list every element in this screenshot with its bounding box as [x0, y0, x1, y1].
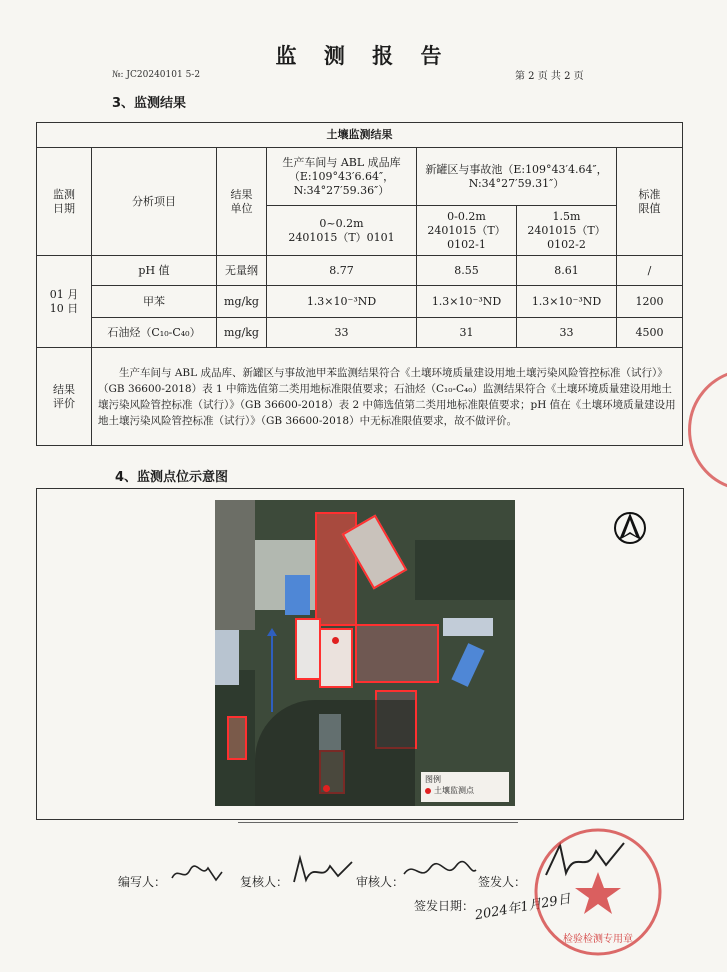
north-arrow-icon: [612, 510, 648, 546]
table-row: [37, 256, 683, 286]
issuer-label: 签发人：: [478, 875, 527, 889]
table-row: [37, 318, 683, 348]
table-row: [37, 286, 683, 318]
issue-date-value: 2024年1月29日: [473, 891, 572, 924]
row-value-3: 8.61: [517, 256, 617, 286]
row-item: pH 值: [92, 256, 217, 286]
report-title: 监 测 报 告: [275, 44, 452, 68]
row-limit: 1200: [617, 286, 683, 318]
edge-seal-icon: [680, 370, 727, 490]
row-value-1: 33: [267, 318, 417, 348]
row-item: 甲苯: [92, 286, 217, 318]
header-limit: 标准 限值: [617, 148, 683, 256]
header-sample-2: 0-0.2m 2401015（T） 0102-1: [417, 206, 517, 256]
row-limit: /: [617, 256, 683, 286]
auditor-label: 审核人：: [356, 875, 405, 889]
row-value-2: 31: [417, 318, 517, 348]
report-number: №: JC20240101 5-2: [112, 70, 201, 80]
section-4-title: 4、监测点位示意图: [115, 470, 229, 485]
row-value-1: 1.3×10⁻³ND: [267, 286, 417, 318]
monitoring-point-marker: [323, 785, 330, 792]
header-sample-3: 1.5m 2401015（T） 0102-2: [517, 206, 617, 256]
row-unit: 无量纲: [217, 256, 267, 286]
reviewer-label: 复核人：: [240, 875, 289, 889]
eval-text: 生产车间与 ABL 成品库、新罐区与事故池甲苯监测结果符合《土壤环境质量建设用地土壤污染风险管控标准（试行）》（GB 36600-2018）表 1 中筛选值第二类用地标准限值要求；石油烃（C₁₀-C₄₀）监测结果符合《土壤环境质量建设用地土壤污染风险管控标准（试行）》（GB 36600-2018）表 2 中筛选值第二类用地标准限值要求；pH 值在《土壤环境质量建设用地土壤污染风险管控标准（试行）》（GB 36600-2018）中无标准限值要求，故不做评价。: [92, 348, 683, 446]
row-unit: mg/kg: [217, 286, 267, 318]
seal-text: 检验检测专用章: [563, 934, 633, 945]
row-value-2: 8.55: [417, 256, 517, 286]
header-item: 分析项目: [92, 148, 217, 256]
eval-label: 结果 评价: [37, 348, 92, 446]
row-value-1: 8.77: [267, 256, 417, 286]
header-sample-1: 0~0.2m 2401015（T）0101: [267, 206, 417, 256]
footer-divider: [238, 822, 518, 823]
map-legend-title: 图例: [425, 775, 441, 784]
row-limit: 4500: [617, 318, 683, 348]
table-caption: 土壤监测结果: [37, 123, 683, 148]
reviewer-signature-icon: [288, 852, 358, 888]
map-legend-item: 土壤监测点: [434, 786, 474, 795]
row-unit: mg/kg: [217, 318, 267, 348]
header-site-2: 新罐区与事故池（E:109°43′4.64″，N:34°27′59.31″）: [417, 148, 617, 206]
monitoring-point-marker: [332, 637, 339, 644]
row-value-3: 33: [517, 318, 617, 348]
row-item: 石油烃（C₁₀-C₄₀）: [92, 318, 217, 348]
header-unit: 结果 单位: [217, 148, 267, 256]
section-3-title: 3、监测结果: [112, 96, 187, 111]
issue-date-label: 签发日期：: [414, 899, 475, 913]
inspection-seal-icon: [520, 820, 680, 970]
legend-marker-icon: [425, 788, 431, 794]
row-value-2: 1.3×10⁻³ND: [417, 286, 517, 318]
sample-date: 01 月 10 日: [37, 256, 92, 348]
compiler-signature-icon: [168, 858, 228, 888]
site-map-image: [215, 500, 515, 806]
header-site-1: 生产车间与 ABL 成品库（E:109°43′6.64″，N:34°27′59.36″）: [267, 148, 417, 206]
header-date: 监测 日期: [37, 148, 92, 256]
auditor-signature-icon: [400, 856, 480, 886]
soil-results-table: [36, 122, 683, 446]
page-info: 第 2 页 共 2 页: [515, 71, 584, 82]
compiler-label: 编写人：: [118, 875, 167, 889]
row-value-3: 1.3×10⁻³ND: [517, 286, 617, 318]
